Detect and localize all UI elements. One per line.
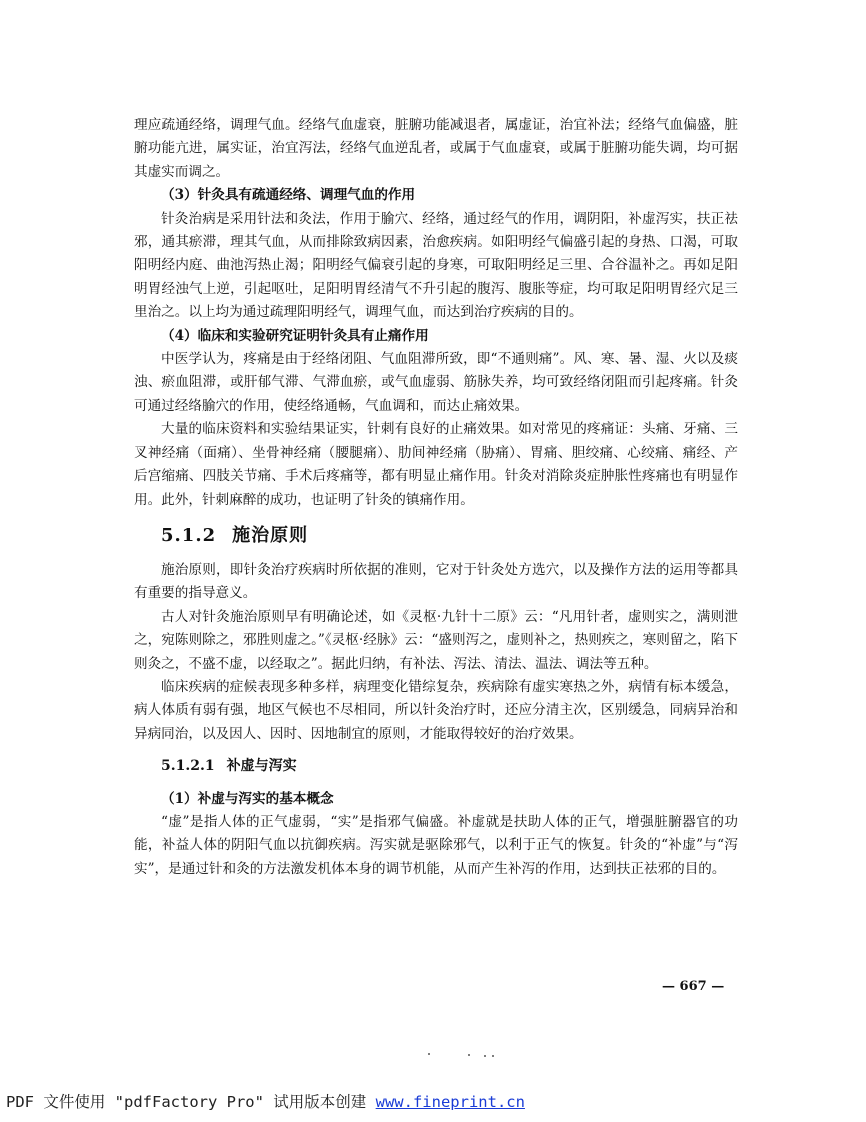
scan-speck xyxy=(492,1055,494,1057)
subsection-number: 5.1.2.1 xyxy=(161,758,215,775)
paragraph-s1: 施治原则，即针灸治疗疾病时所依据的准则，它对于针灸处方选穴，以及操作方法的运用等都具有重要的指导意义。 xyxy=(134,561,738,602)
subheading-3: （3）针灸具有疏通经络、调理气血的作用 xyxy=(161,187,416,204)
subheading-1: （1）补虚与泻实的基本概念 xyxy=(161,790,334,807)
section-number: 5.1.2 xyxy=(161,524,217,546)
subheading-4: （4）临床和实验研究证明针灸具有止痛作用 xyxy=(161,327,429,344)
footer-text: PDF 文件使用 "pdfFactory Pro" 试用版本创建 xyxy=(6,1093,376,1111)
scan-speck xyxy=(428,1053,430,1055)
section-heading xyxy=(161,523,738,549)
paragraph-s2: 古人对针灸施治原则早有明确论述，如《灵枢·九针十二原》云：“凡用针者，虚则实之，满则泄之，宛陈则除之，邪胜则虚之。”《灵枢·经脉》云：“盛则泻之，虚则补之，热则疾之，寒则留之，陷下则灸之，不盛不虚，以经取之”。据此归纳，有补法、泻法、清法、温法、调法等五种。 xyxy=(134,608,738,672)
footer-link[interactable]: www.fineprint.cn xyxy=(375,1093,525,1111)
subsection-title: 补虚与泻实 xyxy=(226,758,297,775)
subsection-heading xyxy=(161,755,738,778)
paragraph-sub3: 针灸治病是采用针法和灸法，作用于腧穴、经络，通过经气的作用，调阴阳，补虚泻实，扶正祛邪，通其瘀滞，理其气血，从而排除致病因素，治愈疾病。如阳明经气偏盛引起的身热、口渴，可取阳明经内庭、曲池泻热止渴；阳明经气偏衰引起的身寒，可取阳明经足三里、合谷温补之。再如足阳明胃经浊气上逆，引起呕吐，足阳明胃经清气不升引起的腹泻、腹胀等症，均可取足阳明胃经穴足三里治之。以上均为通过疏理阳明经气，调理气血，而达到治疗疾病的目的。 xyxy=(134,210,738,321)
scan-speck xyxy=(468,1054,470,1056)
page-number: — 667 — xyxy=(662,979,725,994)
paragraph-sub4b: 大量的临床资料和实验结果证实，针刺有良好的止痛效果。如对常见的疼痛证：头痛、牙痛、三叉神经痛（面痛）、坐骨神经痛（腰腿痛）、肋间神经痛（胁痛）、胃痛、胆绞痛、心绞痛、痛经、产后宫缩痛、四肢关节痛、手术后疼痛等，都有明显止痛作用。针灸对消除炎症肿胀性疼痛也有明显作用。此外，针刺麻醉的成功，也证明了针灸的镇痛作用。 xyxy=(134,421,738,508)
paragraph-s3: 临床疾病的症候表现多种多样，病理变化错综复杂，疾病除有虚实寒热之外，病情有标本缓急，病人体质有弱有强，地区气候也不尽相同，所以针灸治疗时，还应分清主次，区别缓急，同病异治和异病同治，以及因人、因时、因地制宜的原则，才能取得较好的治疗效果。 xyxy=(134,678,738,742)
paragraph-sub4a: 中医学认为，疼痛是由于经络闭阻、气血阻滞所致，即“不通则痛”。风、寒、暑、湿、火以及痰浊、瘀血阻滞，或肝郁气滞、气滞血瘀，或气血虚弱、筋脉失养，均可致经络闭阻而引起疼痛。针灸可通过经络腧穴的作用，使经络通畅，气血调和，而达止痛效果。 xyxy=(134,351,738,414)
paragraph-final: “虚”是指人体的正气虚弱，“实”是指邪气偏盛。补虚就是扶助人体的正气，增强脏腑器官的功能，补益人体的阴阳气血以抗御疾病。泻实就是驱除邪气，以利于正气的恢复。针灸的“补虚”与“泻实”，是通过针和灸的方法激发机体本身的调节机能，从而产生补泻的作用，达到扶正祛邪的目的。 xyxy=(134,813,738,877)
page-body xyxy=(134,114,738,881)
pdf-footer xyxy=(6,1090,525,1112)
section-title: 施治原则 xyxy=(232,524,309,546)
paragraph-intro: 理应疏通经络，调理气血。经络气血虚衰，脏腑功能减退者，属虚证，治宜补法；经络气血偏盛，脏腑功能亢进，属实证，治宜泻法，经络气血逆乱者，或属于气血虚衰，或属于脏腑功能失调，均可据其虚实而调之。 xyxy=(134,117,738,180)
scan-speck xyxy=(484,1055,486,1057)
